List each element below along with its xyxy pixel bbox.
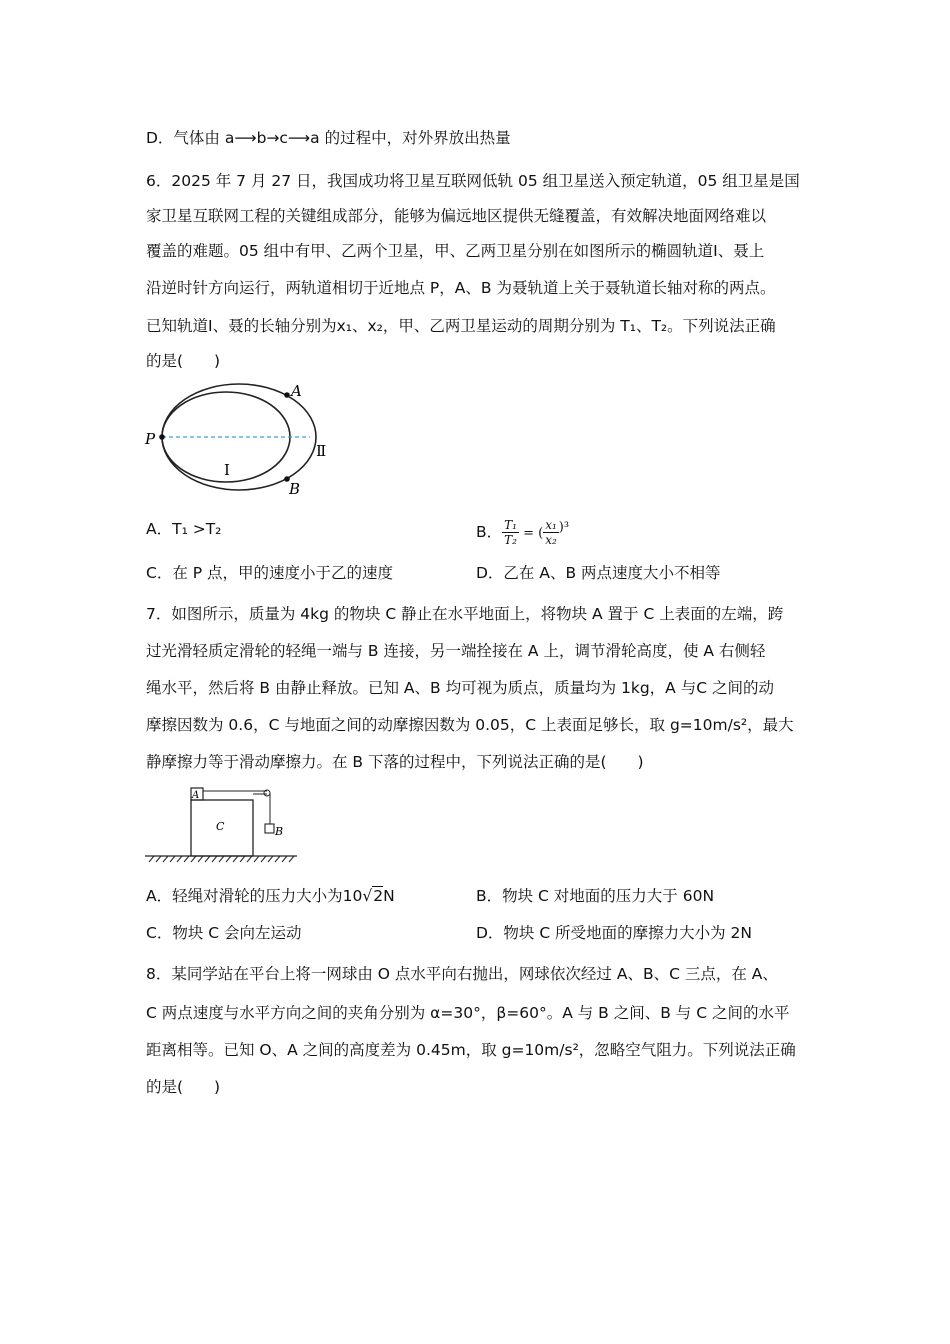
q5-option-d: D．气体由 a⟶b→c⟶a 的过程中，对外界放出热量 xyxy=(146,129,511,147)
q6-line-2: 家卫星互联网工程的关键组成部分，能够为偏远地区提供无缝覆盖，有效解决地面网络难以 xyxy=(146,207,767,225)
label-c: C xyxy=(216,820,225,833)
equals-sign: = ( xyxy=(518,526,544,541)
fraction-t-num: T₁ xyxy=(504,518,517,532)
label-a: A xyxy=(291,382,302,400)
label-orbit-1: Ⅰ xyxy=(224,461,230,479)
fraction-t-den: T₂ xyxy=(504,533,517,547)
fraction-x xyxy=(543,518,559,547)
label-a: A xyxy=(192,790,200,801)
q8-line-2: C 两点速度与水平方向之间的夹角分别为 α=30°，β=60°。A 与 B 之间、B 与 C 之间的水平 xyxy=(146,1004,790,1022)
q6-line-1: 6．2025 年 7 月 27 日，我国成功将卫星互联网低轨 05 组卫星送入预定轨道，05 组卫星是国 xyxy=(146,172,800,190)
q7-line-4: 摩擦因数为 0.6，C 与地面之间的动摩擦因数为 0.05，C 上表面足够长，取 g=10m/s²，最大 xyxy=(146,716,794,734)
q8-line-3: 距离相等。已知 O、A 之间的高度差为 0.45m，取 g=10m/s²，忽略空气阻力。下列说法正确 xyxy=(146,1041,796,1059)
fraction-x-num: x₁ xyxy=(545,518,557,532)
q7-line-2: 过光滑轻质定滑轮的轻绳一端与 B 连接，另一端拴接在 A 上，调节滑轮高度，使 A 右侧轻 xyxy=(146,642,766,660)
q7-option-a: A．轻绳对滑轮的压力大小为10√2N xyxy=(146,887,395,905)
unit-n: N xyxy=(383,887,395,905)
q6-option-c: C．在 P 点，甲的速度小于乙的速度 xyxy=(146,564,394,582)
block-pulley-diagram xyxy=(145,782,305,864)
block-b xyxy=(265,824,274,833)
fraction-t xyxy=(502,518,519,547)
q7-option-b: B．物块 C 对地面的压力大于 60N xyxy=(476,887,715,905)
label-p: P xyxy=(145,430,156,448)
fraction-x-den: x₂ xyxy=(545,533,557,547)
q6-option-b xyxy=(476,505,569,557)
q6-option-d: D．乙在 A、B 两点速度大小不相等 xyxy=(476,564,721,582)
orbit-diagram xyxy=(140,378,340,500)
cube-close: )³ xyxy=(558,520,570,535)
q6-line-5: 已知轨道Ⅰ、聂的长轴分别为x₁、x₂，甲、乙两卫星运动的周期分别为 T₁、T₂。下列说法正确 xyxy=(146,317,776,335)
q8-line-1: 8．某同学站在平台上将一网球由 O 点水平向右抛出，网球依次经过 A、B、C 三点，在 A、 xyxy=(146,965,778,983)
q8-line-4: 的是( ) xyxy=(146,1078,221,1096)
label-b: B xyxy=(275,825,284,838)
q7-option-d: D．物块 C 所受地面的摩擦力大小为 2N xyxy=(476,924,752,942)
sqrt-radicand: 2 xyxy=(373,887,384,905)
q6-option-b-prefix: B． xyxy=(476,523,503,541)
point-p-dot xyxy=(159,434,165,440)
q6-option-a: A．T₁ >T₂ xyxy=(146,520,222,538)
q6-line-3: 覆盖的难题。05 组中有甲、乙两个卫星，甲、乙两卫星分别在如图所示的椭圆轨道Ⅰ、聂上 xyxy=(146,242,765,260)
label-orbit-2: Ⅱ xyxy=(316,442,327,460)
q7-line-5: 静摩擦力等于滑动摩擦力。在 B 下落的过程中，下列说法正确的是( ) xyxy=(146,753,644,771)
q7-option-a-prefix: A．轻绳对滑轮的压力大小为10 xyxy=(146,887,363,905)
q7-line-3: 绳水平，然后将 B 由静止释放。已知 A、B 均可视为质点，质量均为 1kg，A 与C 之间的动 xyxy=(146,679,774,697)
q7-line-1: 7．如图所示，质量为 4kg 的物块 C 静止在水平地面上，将物块 A 置于 C 上表面的左端，跨 xyxy=(146,605,784,623)
point-a-dot xyxy=(284,392,290,398)
q6-line-4: 沿逆时针方向运行，两轨道相切于近地点 P，A、B 为聂轨道上关于聂轨道长轴对称的两点。 xyxy=(146,279,776,297)
ground-hatching xyxy=(149,856,294,862)
label-b: B xyxy=(289,480,301,498)
q7-option-c: C．物块 C 会向左运动 xyxy=(146,924,302,942)
q6-line-6: 的是( ) xyxy=(146,352,221,370)
